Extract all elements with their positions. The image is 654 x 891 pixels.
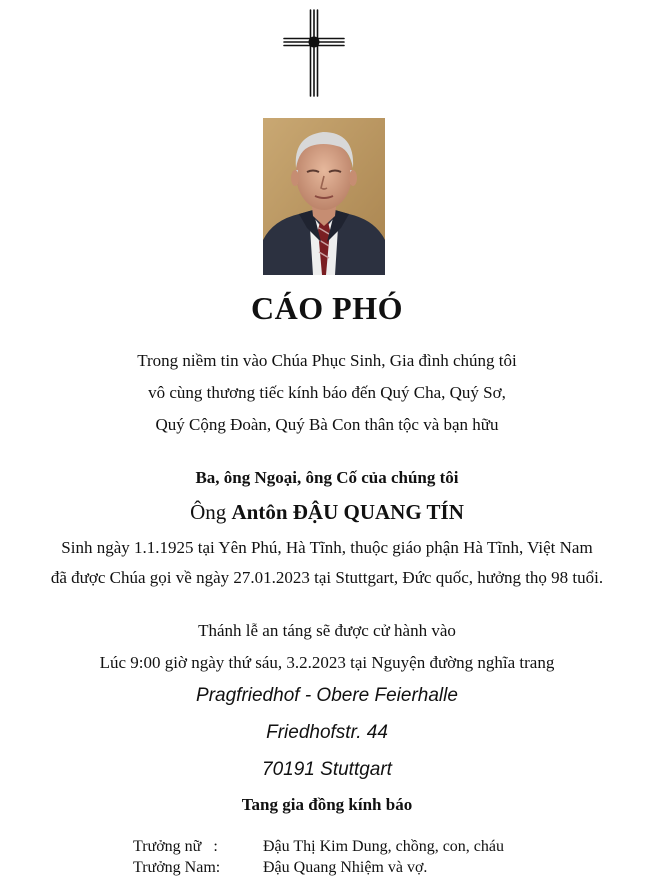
deceased-name [0,500,654,525]
address-venue: Pragfriedhof - Obere Feierhalle [196,685,458,706]
funeral-line-2: Lúc 9:00 giờ ngày thứ sáu, 3.2.2023 tại Nguyện đường nghĩa trang [99,653,555,672]
address-street: Friedhofstr. 44 [266,722,388,743]
deceased-prefix: Ông [190,500,232,524]
relation-line: Ba, ông Ngoại, ông Cố của chúng tôi [195,468,459,487]
announcer-line: Tang gia đồng kính báo [241,795,413,814]
family-label-2: Trưởng Nam: [133,859,221,876]
funeral-line-1: Thánh lễ an táng sẽ được cử hành vào [198,621,456,640]
cross-icon [282,8,346,98]
intro-line-1: Trong niềm tin vào Chúa Phục Sinh, Gia đình chúng tôi [137,351,517,370]
portrait-photo [263,118,385,275]
family-label-1: Trưởng nữ : [133,838,218,855]
intro-line-3: Quý Cộng Đoàn, Quý Bà Con thân tộc và bạn hữu [155,415,499,434]
bio-line-2: đã được Chúa gọi về ngày 27.01.2023 tại Stuttgart, Đức quốc, hưởng thọ 98 tuổi. [50,568,604,587]
bio-line-1: Sinh ngày 1.1.1925 tại Yên Phú, Hà Tĩnh, thuộc giáo phận Hà Tĩnh, Việt Nam [61,538,593,557]
intro-line-2: vô cùng thương tiếc kính báo đến Quý Cha, Quý Sơ, [148,383,506,402]
deceased-full-name: Antôn ĐẬU QUANG TÍN [231,500,464,524]
address-city: 70191 Stuttgart [262,759,392,780]
family-value-2: Đậu Quang Nhiệm và vợ. [263,859,428,876]
page-title: CÁO PHÓ [251,290,403,326]
family-value-1: Đậu Thị Kim Dung, chồng, con, cháu [263,838,504,855]
